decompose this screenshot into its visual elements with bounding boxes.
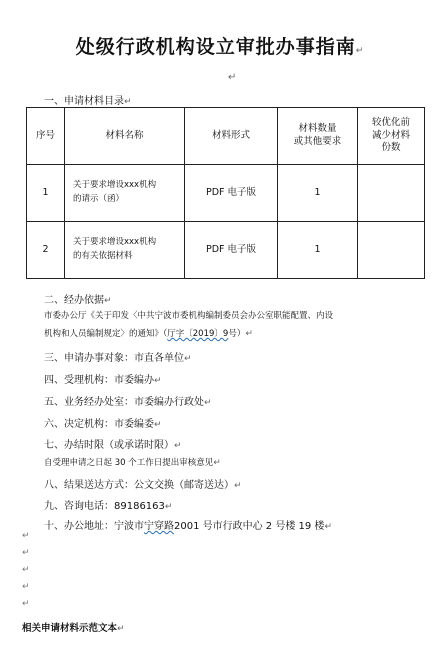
page-title (0, 32, 440, 59)
materials-table (26, 107, 425, 279)
section-applicants: 三、申请办事对象：市直各单位↵ (44, 353, 192, 364)
table-header-row (27, 108, 425, 165)
cell-material-name: 关于要求增设xxx机构 的请示（函） (65, 165, 185, 222)
section-heading-basis: 二、经办依据↵ (44, 295, 112, 306)
section-heading-materials: 一、申请材料目录↵ (44, 96, 132, 107)
cell-material-reduced (358, 165, 425, 222)
table-row (27, 222, 425, 279)
section-address: 十、办公地址：宁波市宁穿路2001 号市行政中心 2 号楼 19 楼↵ (44, 521, 332, 532)
cell-material-reduced (358, 222, 425, 279)
basis-text-line2: 机构和人员编制规定〉的通知》（厅字〔2019〕9号）↵ (44, 329, 253, 339)
table-row (27, 165, 425, 222)
time-limit-detail: 自受理申请之日起 30 个工作日提出审核意见↵ (44, 458, 221, 468)
section-phone: 九、咨询电话：89186163↵ (44, 501, 173, 512)
cell-index: 2 (27, 222, 65, 279)
header-cell-index: 序号 (27, 108, 65, 165)
section-deciding-agency: 六、决定机构：市委编委↵ (44, 419, 162, 430)
cell-material-form: PDF 电子版 (185, 222, 278, 279)
cell-index: 1 (27, 165, 65, 222)
section-accepting-agency: 四、受理机构：市委编办↵ (44, 375, 162, 386)
paragraph-mark-icon: ↵ (355, 46, 365, 56)
header-cell-quantity: 材料数量 或其他要求 (278, 108, 358, 165)
cell-material-quantity: 1 (278, 165, 358, 222)
cell-material-quantity: 1 (278, 222, 358, 279)
header-cell-name: 材料名称 (65, 108, 185, 165)
empty-paragraph-mark-icon: ↵ (228, 72, 237, 83)
section-time-limit: 七、办结时限（或承诺时限）↵ (44, 440, 182, 451)
cell-material-name: 关于要求增设xxx机构 的有关依据材料 (65, 222, 185, 279)
cell-material-form: PDF 电子版 (185, 165, 278, 222)
footer-sample-texts: 相关申请材料示范文本↵ (22, 623, 125, 634)
title-text: 处级行政机构设立审批办事指南 (75, 36, 356, 58)
header-cell-reduced: 较优化前 减少材料 份数 (358, 108, 425, 165)
header-cell-form: 材料形式 (185, 108, 278, 165)
empty-paragraph-marks: ↵ ↵ ↵ ↵ ↵ (22, 531, 30, 609)
section-handling-office: 五、业务经办处室：市委编办行政处↵ (44, 397, 212, 408)
section-delivery-method: 八、结果送达方式：公文交换（邮寄送达）↵ (44, 480, 242, 491)
basis-text-line1: 市委办公厅《关于印发〈中共宁波市委机构编制委员会办公室职能配置、内设 (44, 311, 334, 321)
